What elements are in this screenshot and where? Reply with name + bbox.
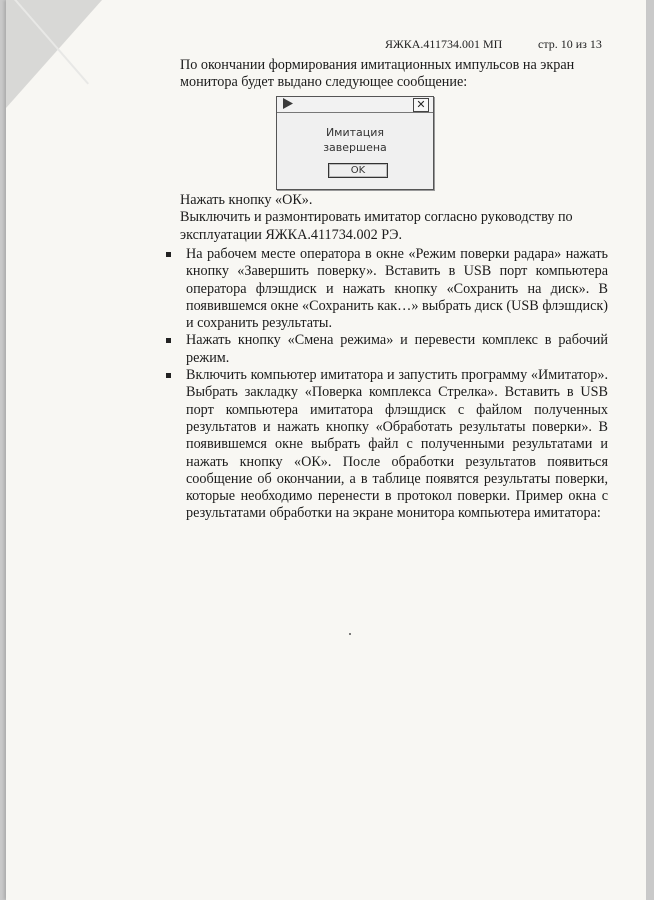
scan-speck	[349, 633, 351, 635]
imitation-complete-dialog	[276, 96, 434, 190]
after-dialog-text	[180, 192, 606, 244]
bullet-icon	[166, 252, 171, 257]
list-item-text: Включить компьютер имитатора и запустить программу «Имитатор». Выбрать закладку «Поверка комплекса Стрелка». Вставить в USB порт компьютера имитатора флэшдиск с файлом полученных результатов и нажать кнопку «Обработать результаты поверки». В появившемся окне выбрать файл с полученными результатами и нажать кнопку «ОК». После обработки результатов появиться сообщение об окончании, а в таблице появятся результаты поверки, которые необходимо перенести в протокол поверки. Пример окна с результатами обработки на экране монитора компьютера имитатора:	[186, 367, 608, 522]
dialog-titlebar	[277, 97, 433, 113]
unmount-instruction: Выключить и размонтировать имитатор согласно руководству по эксплуатации ЯЖКА.411734.002 РЭ.	[180, 209, 573, 243]
bullet-icon	[166, 373, 171, 378]
page-number: стр. 10 из 13	[538, 37, 602, 51]
list-item	[156, 367, 608, 523]
bullet-icon	[166, 338, 171, 343]
list-item	[156, 332, 608, 367]
page-corner-fold	[6, 0, 102, 108]
close-icon[interactable]: ✕	[413, 98, 429, 112]
dialog-message-line2: завершена	[323, 141, 387, 154]
list-item-text: На рабочем месте оператора в окне «Режим поверки радара» нажать кнопку «Завершить поверку». Вставить в USB порт компьютера оператора флэшдиск и нажать кнопку «Сохранить на диск». В появившемся окне «Сохранить как…» выбрать диск (USB флэшдиск) и сохранить результаты.	[186, 246, 608, 332]
app-icon	[283, 98, 293, 109]
document-page	[6, 0, 646, 900]
document-id: ЯЖКА.411734.001 МП	[385, 37, 503, 51]
instruction-list	[156, 246, 608, 523]
list-item	[156, 246, 608, 332]
intro-paragraph: По окончании формирования имитационных импульсов на экран монитора будет выдано следующее сообщение:	[180, 57, 575, 91]
dialog-message	[277, 125, 433, 155]
dialog-message-line1: Имитация	[325, 126, 385, 139]
ok-button[interactable]: OK	[328, 163, 388, 178]
press-ok-instruction: Нажать кнопку «ОК».	[180, 192, 313, 208]
list-item-text: Нажать кнопку «Смена режима» и перевести комплекс в рабочий режим.	[186, 332, 608, 366]
